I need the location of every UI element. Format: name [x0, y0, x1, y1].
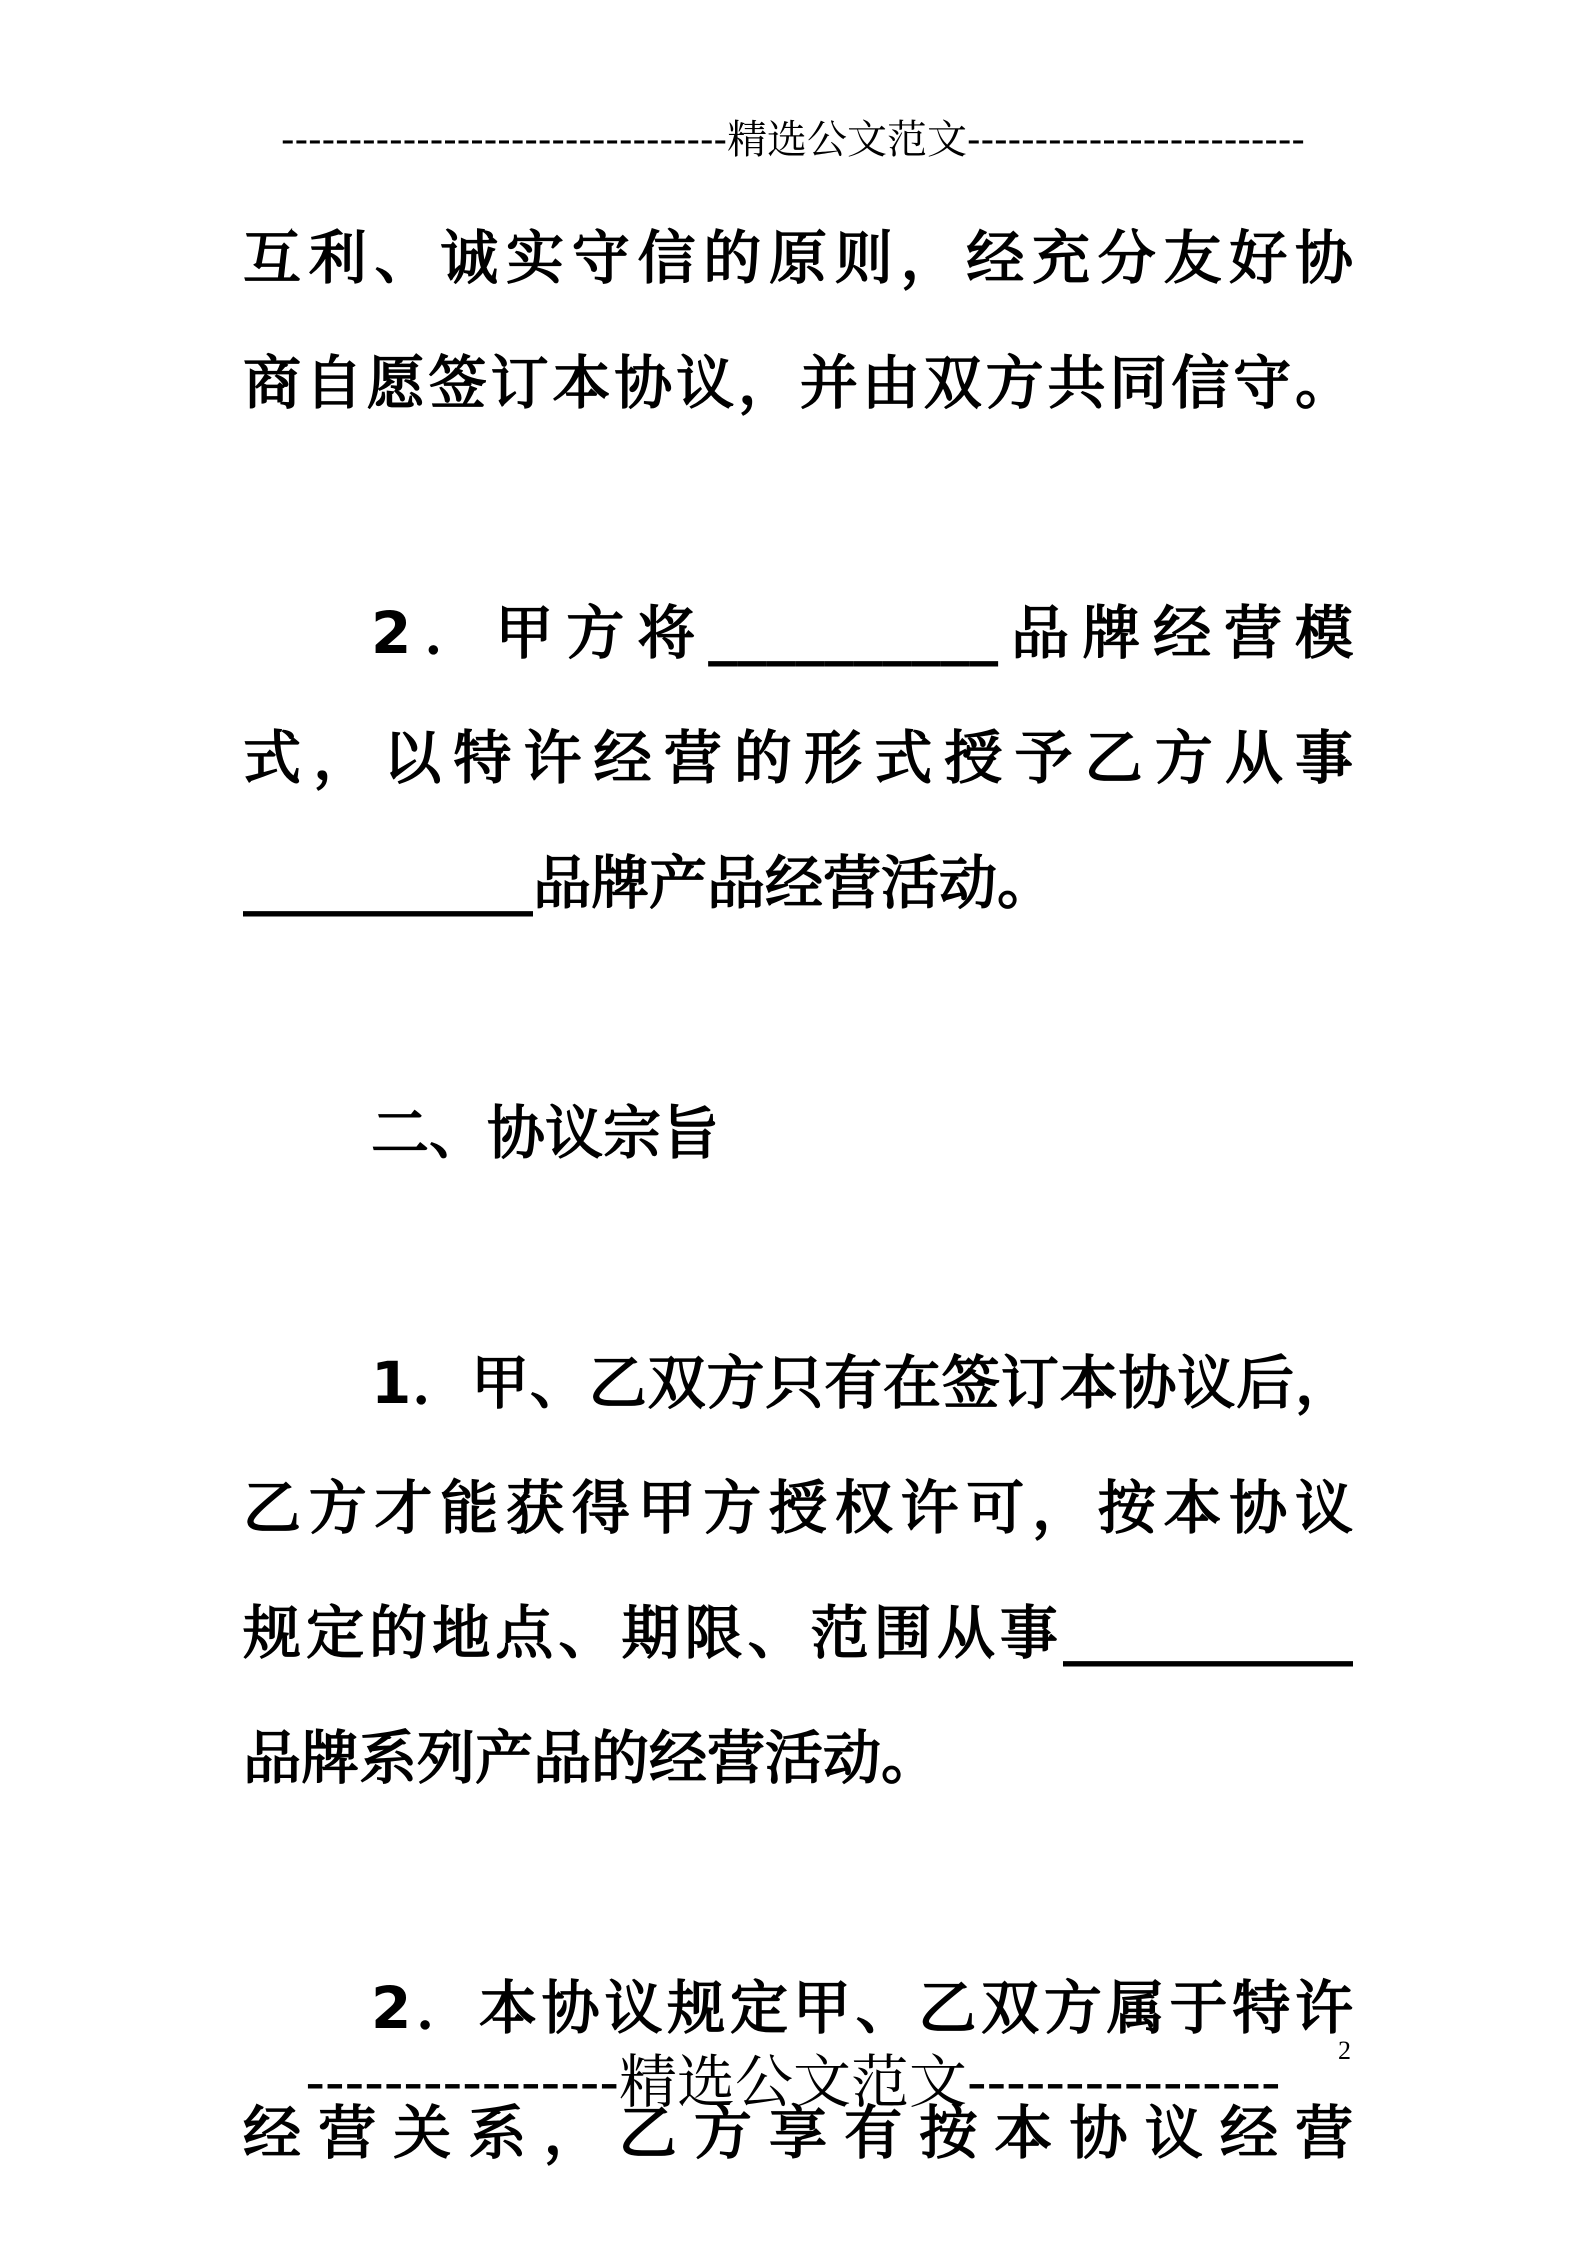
blank-line	[243, 946, 1353, 1071]
blank-line	[243, 1196, 1353, 1321]
paragraph-1-line-2: 商自愿签订本协议，并由双方共同信守。	[243, 349, 1353, 417]
paragraph-4-line-1: 2．本协议规定甲、乙双方属于特许	[371, 1974, 1353, 2042]
paragraph-2-line-3: __________品牌产品经营活动。	[243, 849, 1056, 917]
page-footer: ----------------精选公文范文----------------	[305, 2048, 1281, 2116]
document-body	[243, 196, 1353, 2196]
paragraph-2-line-2: 式，以特许经营的形式授予乙方从事	[243, 724, 1353, 792]
paragraph-1-line-1: 互利、诚实守信的原则，经充分友好协	[243, 224, 1353, 292]
page-header: ---------------------------------精选公文范文-------------------------	[281, 117, 1305, 163]
paragraph-2-line-1: 2．甲方将__________品牌经营模	[371, 599, 1353, 667]
paragraph-4-line-2: 经营关系，乙方享有按本协议经营	[243, 2099, 1353, 2167]
paragraph-3-line-3: 规定的地点、期限、范围从事__________	[243, 1599, 1353, 1667]
section-heading: 二、协议宗旨	[371, 1099, 720, 1167]
page-number: 2	[1338, 2036, 1351, 2065]
paragraph-3-line-1: 1．甲、乙双方只有在签订本协议后，	[371, 1349, 1353, 1417]
blank-line	[243, 1821, 1353, 1946]
blank-line	[243, 446, 1353, 571]
paragraph-3-line-4: 品牌系列产品的经营活动。	[243, 1724, 940, 1792]
paragraph-3-line-2: 乙方才能获得甲方授权许可，按本协议	[243, 1474, 1353, 1542]
